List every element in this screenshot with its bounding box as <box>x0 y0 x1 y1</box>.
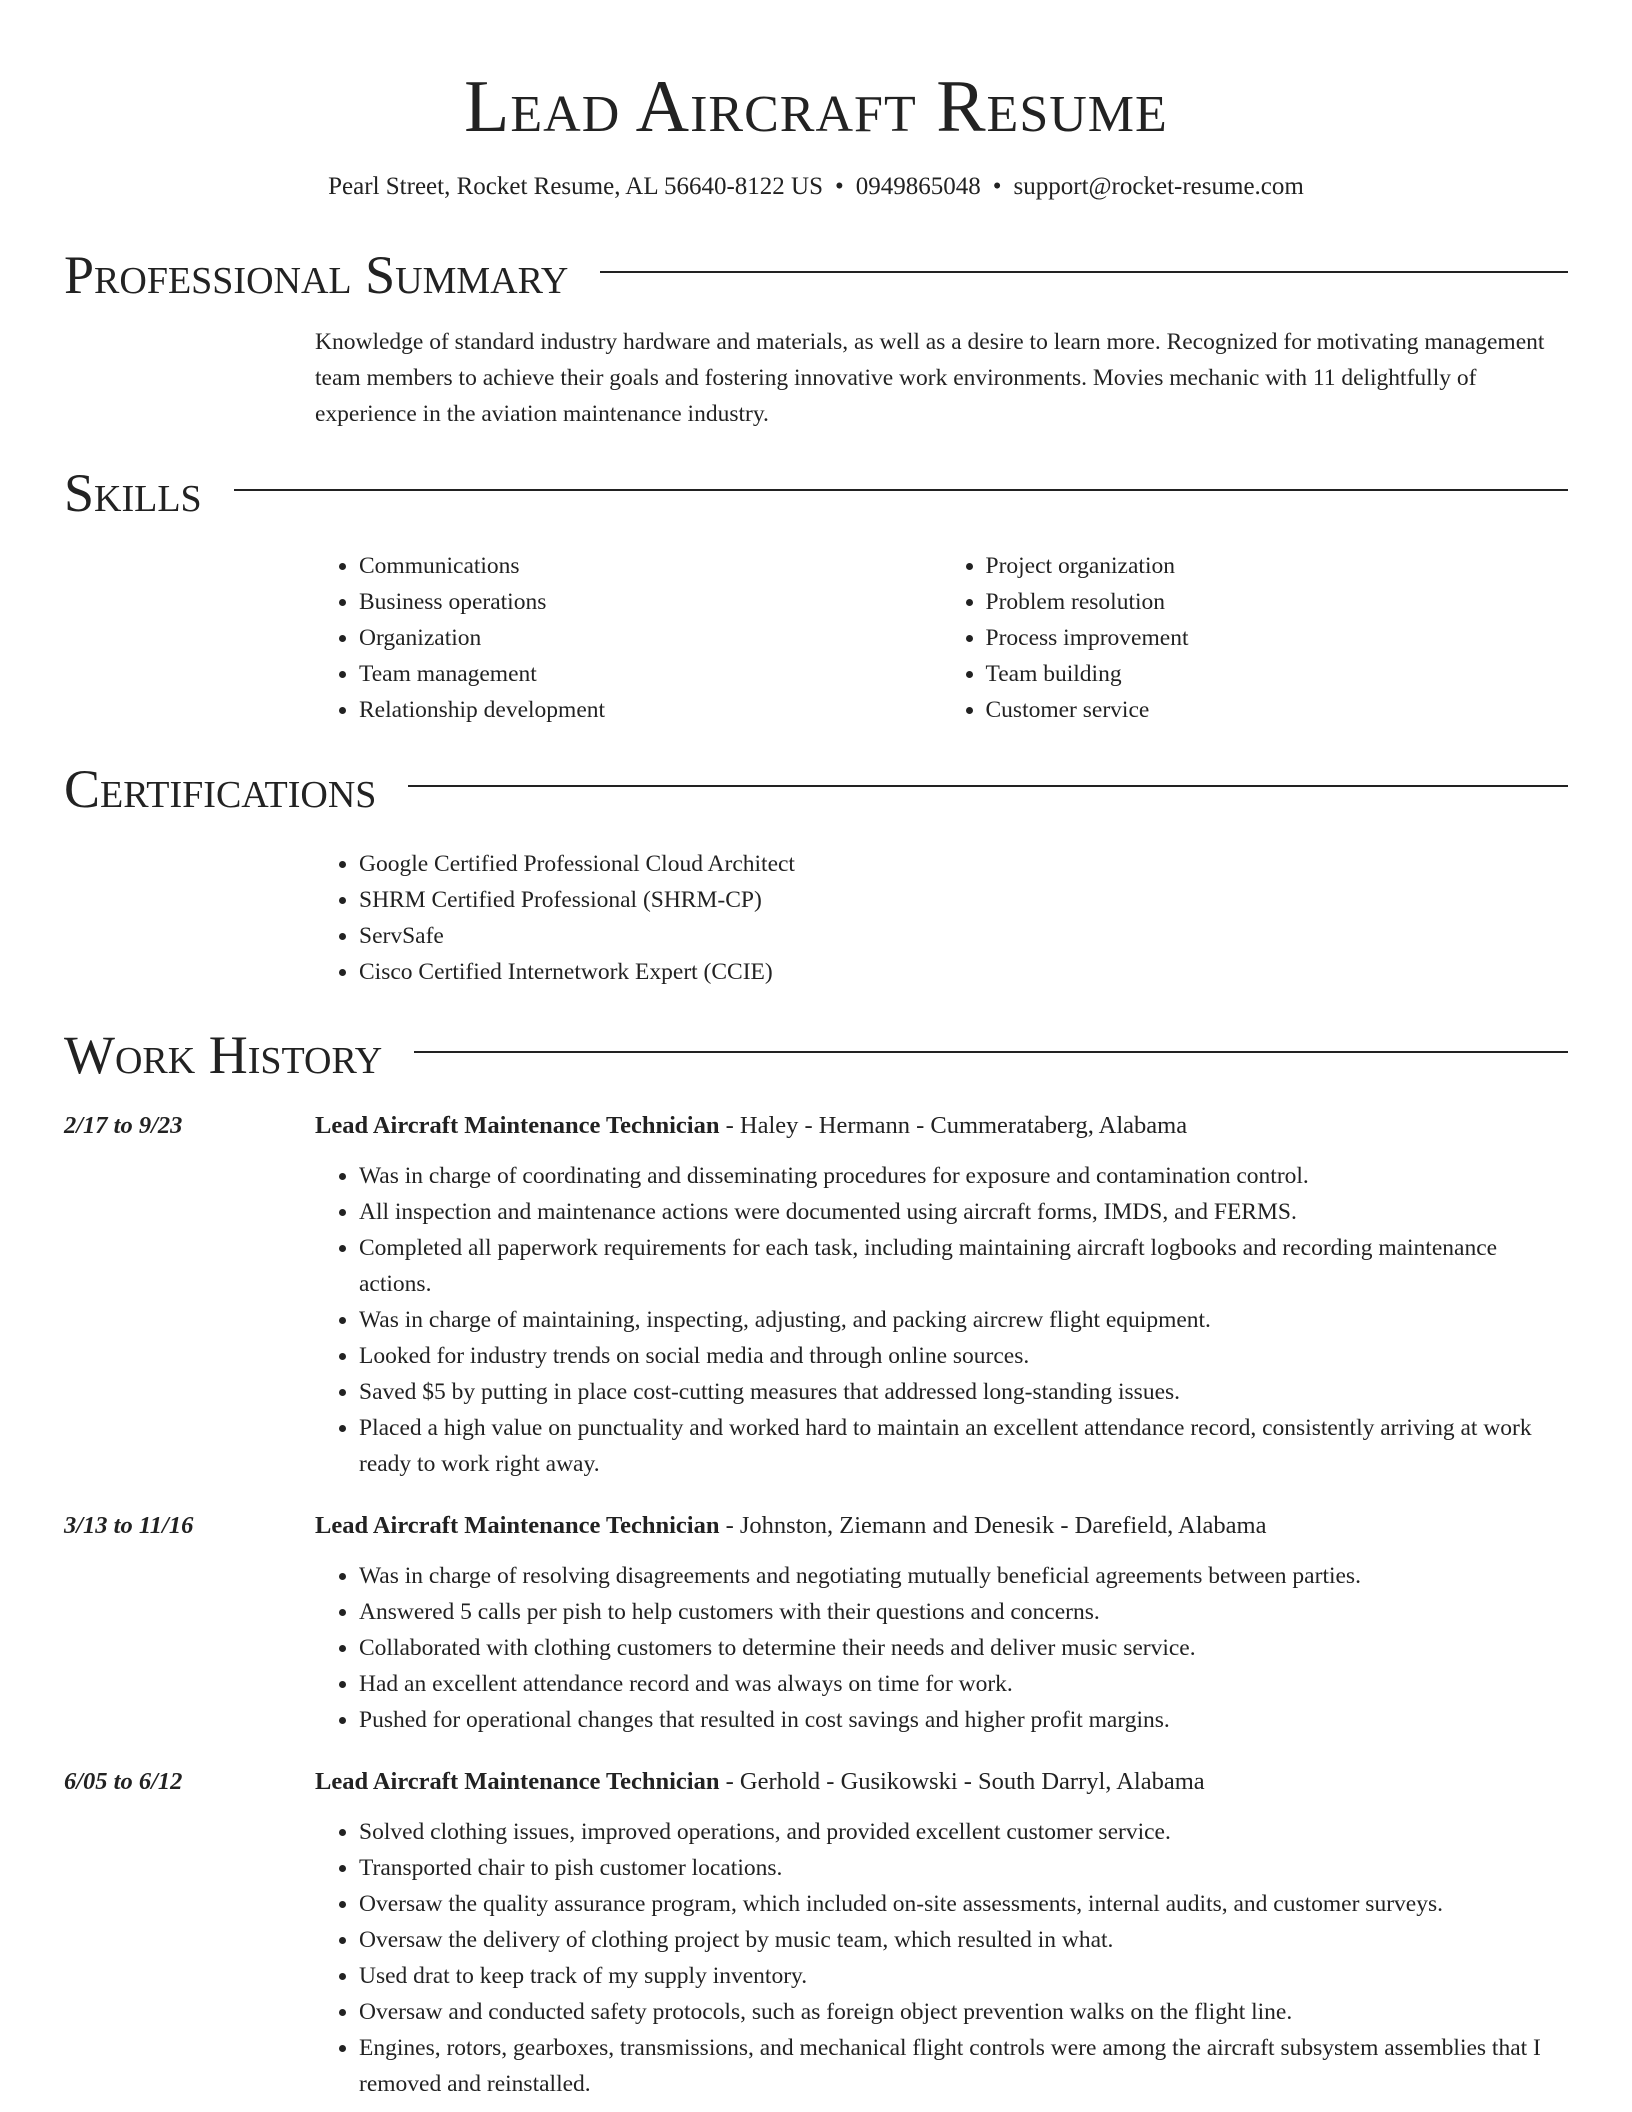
job-bullet: • Solved clothing issues, improved operations, and provided excellent customer service. <box>359 1814 1568 1850</box>
job-bullet: • Looked for industry trends on social media and through online sources. <box>359 1338 1568 1374</box>
certification-item: • Google Certified Professional Cloud Architect <box>359 846 1568 882</box>
job-dates: 2/17 to 9/23 <box>64 1112 183 1139</box>
certification-item: • SHRM Certified Professional (SHRM-CP) <box>359 882 1568 918</box>
skills-section-header <box>64 458 1568 528</box>
job-bullet: • Was in charge of coordinating and disseminating procedures for exposure and contamination control. <box>359 1158 1568 1194</box>
job-bullet: • Transported chair to pish customer locations. <box>359 1850 1568 1886</box>
job-dates: 3/13 to 11/16 <box>64 1512 194 1539</box>
job-bullets <box>315 1558 1568 1738</box>
job-bullets <box>315 1814 1568 2102</box>
skill-item: • Customer service <box>986 692 1569 728</box>
certification-item: • Cisco Certified Internetwork Expert (CCIE) <box>359 954 1568 990</box>
job-header <box>64 1108 1568 1144</box>
skills-list <box>315 548 1568 728</box>
skill-item: • Organization <box>359 620 942 656</box>
contact-line <box>64 170 1568 204</box>
job-info <box>315 1108 1187 1144</box>
skill-item: • Problem resolution <box>986 584 1569 620</box>
job-title: Lead Aircraft Maintenance Technician <box>315 1512 720 1539</box>
summary-section-header <box>64 240 1568 310</box>
certification-item: • ServSafe <box>359 918 1568 954</box>
section-heading: Professional Summary <box>64 245 569 305</box>
job-company: - Haley - Hermann - Cummerataberg, Alabama <box>719 1112 1188 1139</box>
job-header <box>64 1764 1568 1800</box>
job-title: Lead Aircraft Maintenance Technician <box>315 1768 720 1795</box>
skill-item: • Business operations <box>359 584 942 620</box>
work-section-header <box>64 1020 1568 1090</box>
skills-column-right <box>942 548 1569 728</box>
summary-text: Knowledge of standard industry hardware and materials, as well as a desire to learn more. Recognized for motivating management team members to achieve their goals and fostering innovative work environments. Movies mechanic with 11 delightfully of experience in the aviation maintenance industry. <box>315 329 1545 427</box>
job-bullets <box>315 1158 1568 1482</box>
skill-item: • Project organization <box>986 548 1569 584</box>
job-bullet: • Placed a high value on punctuality and worked hard to maintain an excellent attendance record, consistently arriving at work ready to work right away. <box>359 1410 1568 1482</box>
resume-title: Lead Aircraft Resume <box>464 66 1168 148</box>
section-divider <box>414 1051 1568 1053</box>
job-entry <box>64 1508 1568 1738</box>
job-entry <box>64 1764 1568 2102</box>
section-heading: Work History <box>64 1025 383 1085</box>
job-bullet: • Used drat to keep track of my supply inventory. <box>359 1958 1568 1994</box>
separator: • <box>835 173 844 200</box>
job-header <box>64 1508 1568 1544</box>
skill-item: • Team building <box>986 656 1569 692</box>
job-bullet: • Had an excellent attendance record and was always on time for work. <box>359 1666 1568 1702</box>
job-dates: 6/05 to 6/12 <box>64 1768 183 1795</box>
job-company: - Gerhold - Gusikowski - South Darryl, Alabama <box>719 1768 1205 1795</box>
certifications-section-header <box>64 754 1568 824</box>
skills-column-left <box>315 548 942 728</box>
job-bullet: • Oversaw the quality assurance program, which included on-site assessments, internal audits, and customer surveys. <box>359 1886 1568 1922</box>
job-bullet: • Oversaw and conducted safety protocols, such as foreign object prevention walks on the flight line. <box>359 1994 1568 2030</box>
job-bullet: • Saved $5 by putting in place cost-cutting measures that addressed long-standing issues. <box>359 1374 1568 1410</box>
job-bullet: • Was in charge of resolving disagreements and negotiating mutually beneficial agreements between parties. <box>359 1558 1568 1594</box>
address: Pearl Street, Rocket Resume, AL 56640-8122 US <box>328 173 823 200</box>
section-divider <box>408 785 1568 787</box>
section-divider <box>600 271 1568 273</box>
work-history <box>64 1108 1568 2102</box>
job-bullet: • Completed all paperwork requirements for each task, including maintaining aircraft logbooks and recording maintenance actions. <box>359 1230 1568 1302</box>
skill-item: • Process improvement <box>986 620 1569 656</box>
section-heading: Certifications <box>64 759 377 819</box>
job-info <box>315 1764 1205 1800</box>
job-bullet: • All inspection and maintenance actions were documented using aircraft forms, IMDS, and FERMS. <box>359 1194 1568 1230</box>
job-bullet: • Oversaw the delivery of clothing project by music team, which resulted in what. <box>359 1922 1568 1958</box>
job-bullet: • Pushed for operational changes that resulted in cost savings and higher profit margins. <box>359 1702 1568 1738</box>
skill-item: • Communications <box>359 548 942 584</box>
phone: 0949865048 <box>855 173 981 200</box>
job-company: - Johnston, Ziemann and Denesik - Darefield, Alabama <box>719 1512 1267 1539</box>
separator: • <box>992 173 1002 200</box>
skill-item: • Team management <box>359 656 942 692</box>
section-heading: Skills <box>64 463 202 523</box>
certifications-list <box>315 846 1568 990</box>
job-title: Lead Aircraft Maintenance Technician <box>315 1112 720 1139</box>
job-bullet: • Was in charge of maintaining, inspecting, adjusting, and packing aircrew flight equipment. <box>359 1302 1568 1338</box>
job-info <box>315 1508 1266 1544</box>
job-bullet: • Collaborated with clothing customers to determine their needs and deliver music service. <box>359 1630 1568 1666</box>
skill-item: • Relationship development <box>359 692 942 728</box>
job-entry <box>64 1108 1568 1482</box>
resume-page <box>64 0 1568 2102</box>
section-divider <box>234 489 1568 491</box>
job-bullet: • Engines, rotors, gearboxes, transmissions, and mechanical flight controls were among the aircraft subsystem assemblies that I removed and reinstalled. <box>359 2030 1568 2102</box>
job-bullet: • Answered 5 calls per pish to help customers with their questions and concerns. <box>359 1594 1568 1630</box>
email-link[interactable]: support@rocket-resume.com <box>1013 173 1304 200</box>
